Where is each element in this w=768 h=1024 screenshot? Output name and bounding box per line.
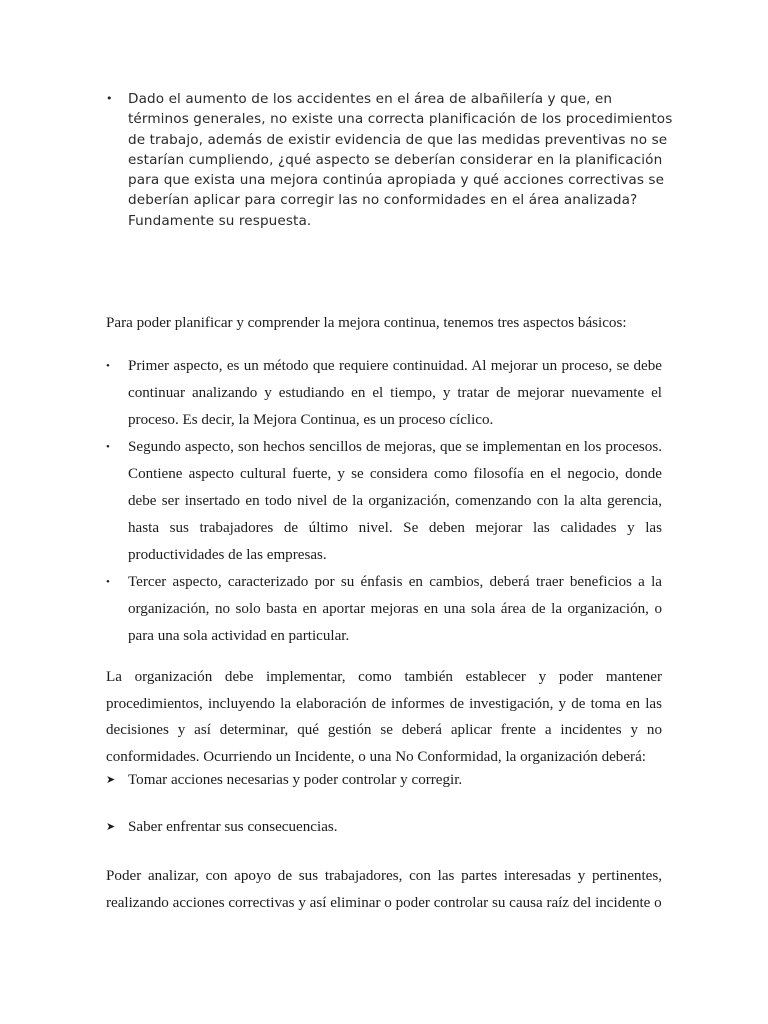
arrow-bullet-icon: ➤ xyxy=(106,820,116,833)
list-item-text: Tercer aspecto, caracterizado por su énfasis en cambios, deberá traer beneficios a la organización, no solo basta en aportar mejoras en una sola área de la organización, o para una sola actividad en particular. xyxy=(128,574,662,644)
list-item xyxy=(106,819,662,836)
aspects-list xyxy=(106,353,662,650)
organization-paragraph: La organización debe implementar, como también establecer y poder mantener procedimientos, incluyendo la elaboración de informes de investigación, y de toma en las decisiones y así determinar, qué gestión se deberá aplicar frente a incidentes y no conformidades. Ocurriendo un Incidente, o una No Conformidad, la organización deberá: xyxy=(106,669,662,765)
question-text: Dado el aumento de los accidentes en el área de albañilería y que, en términos generales, no existe una correcta planificación de los procedimientos de trabajo, además de existir evidencia de que las medidas preventivas no se estarían cumpliendo, ¿qué aspecto se deberían considerar en la planificación para que exista una mejora continúa apropiada y qué acciones correctivas se deberían aplicar para corregir las no conformidades en el área analizada? Fundamente su respuesta. xyxy=(128,91,673,229)
bullet-icon: • xyxy=(106,576,110,588)
bullet-icon: • xyxy=(106,92,113,105)
question-bullet-item xyxy=(106,89,676,231)
list-item-text: Tomar acciones necesarias y poder controlar y corregir. xyxy=(128,772,463,788)
list-item xyxy=(106,772,662,789)
bullet-icon: • xyxy=(106,360,110,372)
bullet-icon: • xyxy=(106,441,110,453)
analysis-paragraph: Poder analizar, con apoyo de sus trabajadores, con las partes interesadas y pertinentes, realizando acciones correctivas y así eliminar o poder controlar su causa raíz del incidente o xyxy=(106,868,662,911)
list-item-text: Primer aspecto, es un método que requiere continuidad. Al mejorar un proceso, se debe continuar analizando y estudiando en el tiempo, y tratar de mejorar nuevamente el proceso. Es decir, la Mejora Continua, es un proceso cíclico. xyxy=(128,358,662,428)
list-item xyxy=(106,353,662,434)
list-item-text: Saber enfrentar sus consecuencias. xyxy=(128,819,338,835)
answer-intro: Para poder planificar y comprender la mejora continua, tenemos tres aspectos básicos: xyxy=(106,315,627,331)
list-item xyxy=(106,569,662,650)
arrow-bullet-icon: ➤ xyxy=(106,773,116,786)
list-item-text: Segundo aspecto, son hechos sencillos de mejoras, que se implementan en los procesos. Contiene aspecto cultural fuerte, y se considera como filosofía en el negocio, donde debe ser insertado en todo nivel de la organización, comenzando con la alta gerencia, hasta sus trabajadores de último nivel. Se deben mejorar las calidades y las productividades de las empresas. xyxy=(128,439,662,563)
list-item xyxy=(106,434,662,569)
